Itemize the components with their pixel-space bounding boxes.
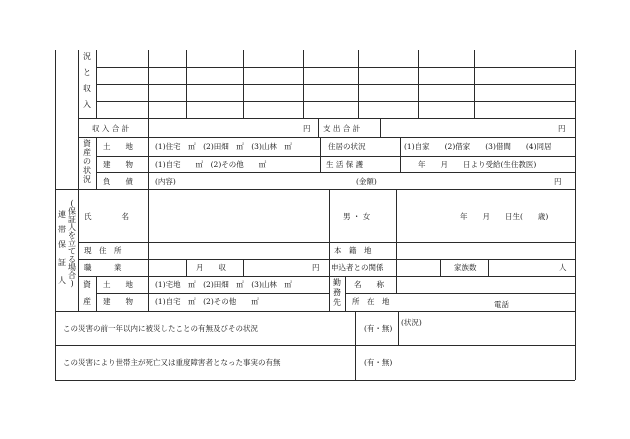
family-count-unit: 人 [559, 263, 567, 272]
guarantor-building-options[interactable]: (1)自宅 ㎡ (2)その他 ㎡ [155, 297, 259, 306]
disaster-q1-status: (状況) [401, 318, 422, 327]
building-label: 建 物 [103, 160, 133, 169]
total-income-unit: 円 [303, 124, 311, 133]
total-income-label: 収 入 合 計 [92, 124, 130, 133]
debt-label: 負 債 [103, 177, 133, 186]
welfare-label: 生 活 保 護 [326, 160, 364, 169]
housing-label: 住居の状況 [328, 142, 366, 151]
section-divider [55, 189, 575, 190]
building-options[interactable]: (1)自宅 ㎡ (2)その他 ㎡ [155, 160, 267, 169]
guarantor-building-label: 建 物 [103, 297, 133, 306]
relation-label: 申込者との関係 [331, 263, 384, 272]
workplace-side-1: 勤 [333, 278, 341, 287]
housing-options[interactable]: (1)自家 (2)借家 (3)借間 (4)同居 [404, 142, 552, 151]
monthly-income-unit: 円 [312, 263, 320, 272]
guarantor-gender[interactable]: 男 ・ 女 [343, 212, 371, 221]
workplace-address-label: 所 在 地 [352, 297, 390, 306]
debt-content-label: (内容) [155, 177, 176, 186]
guarantor-asset-side-1: 資 [83, 280, 91, 289]
guarantor-land-label: 土 地 [103, 280, 133, 289]
total-expense-label: 支 出 合 計 [323, 124, 361, 133]
disaster-q1-choice[interactable]: (有・無) [364, 324, 393, 333]
monthly-income-label: 月 収 [196, 263, 226, 272]
workplace-phone-label: 電話 [494, 300, 509, 309]
welfare-value[interactable]: 年 月 日より受給(生住教医) [418, 160, 537, 169]
side-divider [78, 50, 79, 311]
workplace-name-label: 名 称 [354, 280, 384, 289]
workplace-side-2: 務 [333, 288, 341, 297]
disaster-q2-text: この災害により世帯主が死亡又は重度障害者となった事実の有無 [63, 358, 281, 367]
guarantor-asset-side-2: 産 [83, 297, 91, 306]
guarantor-birth[interactable]: 年 月 日生( 歳) [460, 212, 549, 221]
guarantor-name-label: 氏 名 [84, 212, 129, 221]
debt-unit: 円 [554, 177, 562, 186]
guarantor-domicile-label: 本 籍 地 [334, 246, 372, 255]
workplace-side-3: 先 [333, 298, 341, 307]
border-left [55, 50, 56, 380]
disaster-q2-choice[interactable]: (有・無) [364, 358, 393, 367]
family-count-label: 家族数 [454, 263, 477, 272]
land-label: 土 地 [103, 142, 133, 151]
guarantor-land-options[interactable]: (1)宅地 ㎡ (2)田畑 ㎡ (3)山林 ㎡ [155, 280, 292, 289]
debt-amount-label: (金額) [356, 177, 377, 186]
total-expense-unit: 円 [558, 124, 566, 133]
border-right [575, 50, 576, 380]
guarantor-address-label: 現 住 所 [84, 246, 122, 255]
disaster-q1-text: この災害の前一年以内に被災したことの有無及びその状況 [63, 324, 258, 333]
land-options[interactable]: (1)住宅 ㎡ (2)田畑 ㎡ (3)山林 ㎡ [155, 142, 292, 151]
guarantor-occupation-label: 職 業 [84, 263, 122, 272]
